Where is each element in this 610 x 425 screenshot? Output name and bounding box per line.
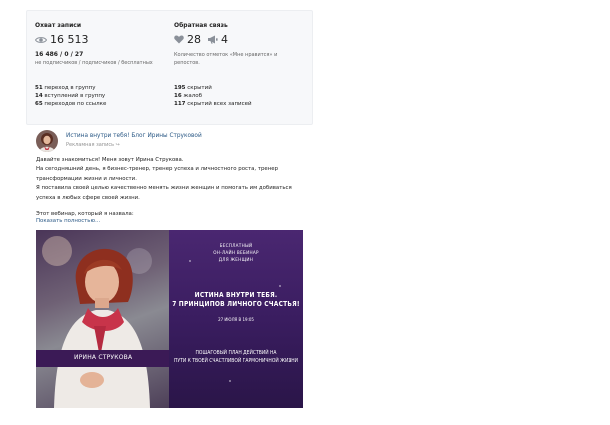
banner-plan-line: ПОШАГОВЫЙ ПЛАН ДЕЙСТВИЙ НА xyxy=(195,350,277,356)
banner-headline: ИСТИНА ВНУТРИ ТЕБЯ. xyxy=(194,291,278,299)
ad-banner-image[interactable] xyxy=(36,230,303,408)
reach-value: 16 513 xyxy=(50,33,89,46)
heart-icon xyxy=(174,35,184,44)
post-text-line: успеха в любых сфере своей жизни. xyxy=(36,194,140,201)
negative-stats-list xyxy=(174,84,252,108)
reach-value-row xyxy=(35,33,89,46)
eye-icon xyxy=(35,36,47,44)
feedback-title: Обратная связь xyxy=(174,22,228,29)
post-text-line: Давайте знакомиться! Меня зовут Ирина Струкова. xyxy=(36,157,184,163)
speaker-photo xyxy=(36,230,169,408)
banner-date: 27 ИЮЛЯ В 19:05 xyxy=(218,318,254,323)
negative-stat-item: 195 скрытий xyxy=(174,85,212,91)
post-teaser: Этот вебинар, который я назвала: xyxy=(36,211,134,218)
post-text xyxy=(36,156,306,219)
post-stats-card xyxy=(26,10,313,125)
ad-post xyxy=(26,122,313,410)
banner-tag-line: ОН-ЛАЙН ВЕБИНАР xyxy=(213,251,259,256)
ad-label: Рекламная запись ↪ xyxy=(66,142,120,148)
reposts-count: 4 xyxy=(221,33,228,46)
action-stat-item: 65 переходов по ссылке xyxy=(35,101,107,107)
reach-breakdown-caption: не подписчиков / подписчиков / бесплатных xyxy=(35,60,153,66)
feedback-caption: Количество отметок «Мне нравится» и репостов. xyxy=(174,52,278,66)
reach-title: Охват записи xyxy=(35,22,82,29)
post-text-line: трансформации жизни и личности. xyxy=(36,175,137,182)
author-name-link[interactable]: Истина внутри тебя! Блог Ирины Струковой xyxy=(66,133,202,139)
author-avatar[interactable] xyxy=(36,130,58,152)
likes-count: 28 xyxy=(187,33,201,46)
negative-stat-item: 117 скрытий всех записей xyxy=(174,101,252,107)
action-stat-item: 51 переход в группу xyxy=(35,85,96,91)
post-text-line: Я поставила своей целью качественно менять жизни женщин и помогать им добиваться xyxy=(36,185,292,192)
feedback-value-row xyxy=(174,33,228,46)
reach-breakdown: 16 486 / 0 / 27 xyxy=(35,51,84,58)
post-text-line: На сегодняшний день, я бизнес-тренер, тренер успеха и личностного роста, тренер xyxy=(36,166,278,173)
banner-headline: 7 ПРИНЦИПОВ ЛИЧНОГО СЧАСТЬЯ! xyxy=(172,300,300,308)
speaker-name-band xyxy=(36,350,169,367)
banner-tag-line: БЕСПЛАТНЫЙ xyxy=(219,244,253,249)
banner-tag-line: ДЛЯ ЖЕНЩИН xyxy=(218,258,254,263)
action-stats-list xyxy=(35,84,106,108)
negative-stat-item: 16 жалоб xyxy=(174,93,203,99)
banner-plan-line: ПУТИ К ТВОЕЙ СЧАСТЛИВОЙ ГАРМОНИЧНОЙ ЖИЗНИ xyxy=(174,358,298,364)
megaphone-icon xyxy=(207,35,218,44)
banner-text-panel xyxy=(169,230,303,408)
show-more-link[interactable]: Показать полностью… xyxy=(36,218,101,224)
action-stat-item: 14 вступлений в группу xyxy=(35,93,106,99)
speaker-name: ИРИНА СТРУКОВА xyxy=(74,354,133,361)
